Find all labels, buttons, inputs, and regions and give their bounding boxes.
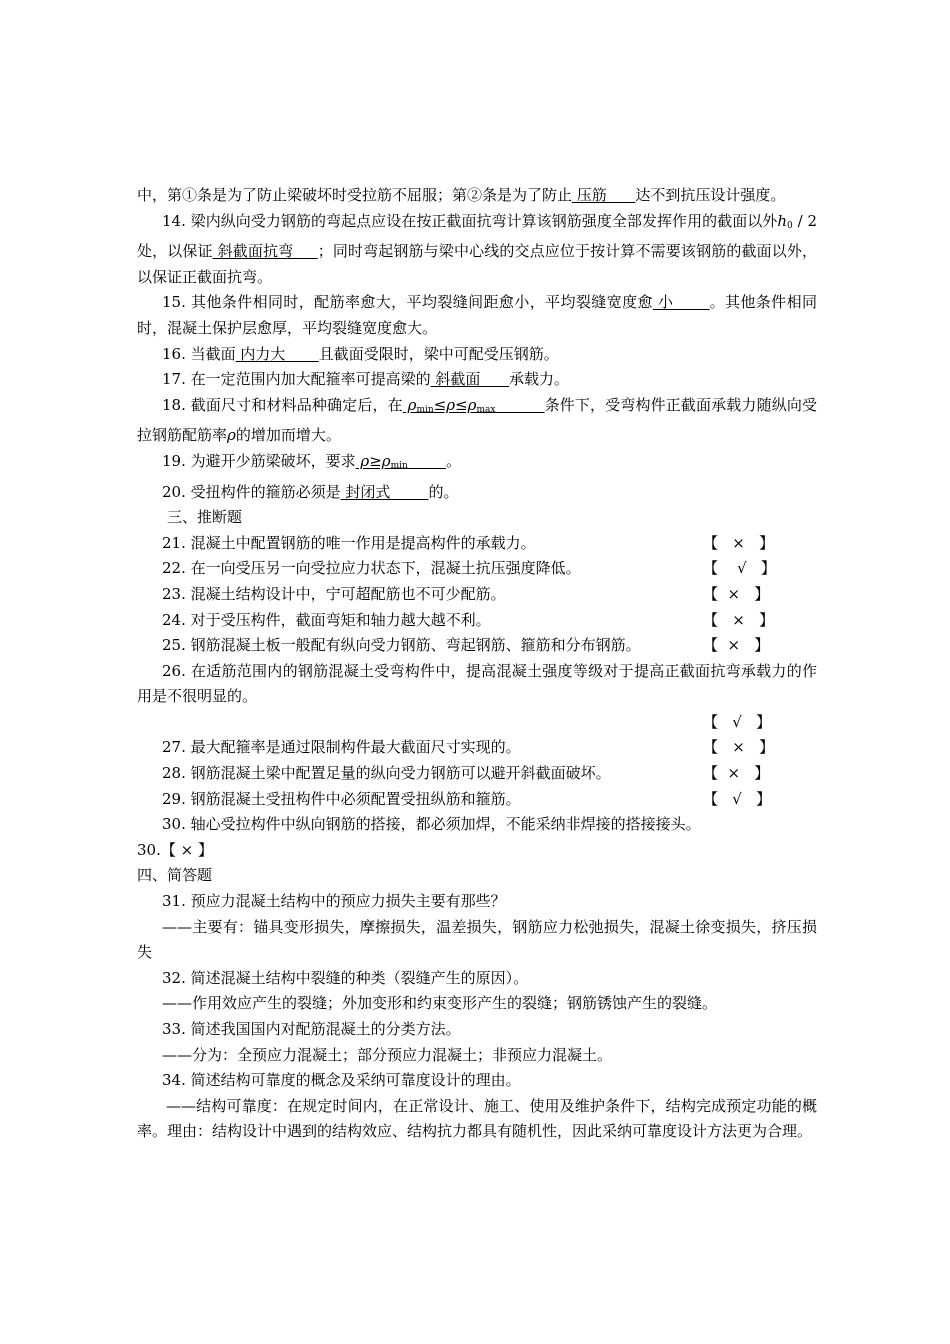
question-14 — [137, 209, 817, 291]
answer-blank — [356, 452, 446, 470]
answer-blank — [403, 396, 545, 414]
judge-row — [137, 582, 817, 608]
text: 。其他条件相同时，混凝土保护层愈厚，平均裂缝宽度愈大。 — [137, 293, 817, 337]
text: 且截面受限时，梁中可配受压钢筋。 — [318, 344, 559, 363]
text: 的增加而增大。 — [235, 426, 341, 445]
answer-32: ——作用效应产生的裂缝；外加变形和约束变形产生的裂缝；钢筋锈蚀产生的裂缝。 — [162, 994, 718, 1013]
judge-row — [137, 633, 817, 659]
judge-mark: 【 × 】 — [703, 610, 775, 629]
spacer — [137, 710, 162, 736]
text: 的。 — [428, 482, 459, 501]
judge-question: 28. 钢筋混凝土梁中配置足量的纵向受力钢筋可以避开斜截面破坏。 — [162, 764, 611, 783]
text: 15. 其他条件相同时，配筋率愈大，平均裂缝间距愈小，平均裂缝宽度愈 — [162, 293, 653, 312]
section-heading-3: 三、推断题 — [167, 508, 243, 527]
judge-row — [137, 787, 817, 813]
answer-31: ——主要有：锚具变形损失，摩擦损失，温差损失，钢筋应力松弛损失，混凝土徐变损失，挤压损失 — [137, 917, 817, 962]
judge-question: 27. 最大配箍率是通过限制构件最大截面尺寸实现的。 — [162, 738, 521, 757]
judge-mark: 【 × 】 — [703, 584, 770, 603]
judge-row — [137, 531, 817, 557]
question-26: 26. 在适筋范围内的钢筋混凝土受弯构件中，提高混凝土强度等级对于提高正截面抗弯承载力的作用是不很明显的。 — [137, 661, 817, 706]
judge-row — [137, 735, 817, 761]
symbol: ρ — [402, 395, 417, 414]
text: 。 — [445, 451, 461, 470]
judge-mark: 【 √ 】 — [703, 712, 772, 731]
judge-mark: 【 √ 】 — [703, 559, 776, 578]
text: / 2 处，以保证 — [137, 211, 817, 261]
answer-33: ——分为：全预应力混凝土；部分预应力混凝土；非预应力混凝土。 — [162, 1045, 613, 1064]
text: ；同时弯起钢筋与梁中心线的交点应位于按计算不需要该钢筋的截面以外，以保证正截面抗弯。 — [137, 242, 817, 286]
symbol: ρ — [227, 426, 236, 445]
answer-blank: 小 — [652, 293, 710, 312]
text: 条件下，受弯构件正截面承载力随纵向受拉钢筋配筋率 — [137, 395, 818, 445]
judge-mark: 【 × 】 — [703, 636, 770, 655]
question-31: 31. 预应力混凝土结构中的预应力损失主要有那些？ — [162, 892, 506, 911]
blank-fill — [408, 452, 446, 470]
judge-mark: 【 × 】 — [703, 738, 775, 757]
judge-row — [137, 556, 817, 582]
text: 18. 截面尺寸和材料品种确定后，在 — [162, 395, 403, 414]
question-17 — [137, 367, 817, 393]
judge-question: 23. 混凝土结构设计中，宁可超配筋也不可少配筋。 — [162, 584, 506, 603]
question-34: 34. 简述结构可靠度的概念及采纳可靠度设计的理由。 — [162, 1071, 521, 1090]
text: 20. 受扭构件的箍筋必须是 — [162, 482, 341, 501]
judge-question: 25. 钢筋混凝土板一般配有纵向受力钢筋、弯起钢筋、箍筋和分布钢筋。 — [162, 636, 641, 655]
answer-blank: 封闭式 — [340, 482, 429, 501]
question-18 — [137, 393, 817, 449]
question-30: 30. 轴心受拉构件中纵向钢筋的搭接，都必须加焊，不能采纳非焊接的搭接接头。 — [162, 815, 701, 834]
question-16 — [137, 342, 817, 368]
symbol: ρ≥ρ — [355, 451, 391, 470]
judge-mark: 【 √ 】 — [703, 789, 772, 808]
judge-row — [137, 761, 817, 787]
answer-blank: 压筋 — [572, 186, 636, 204]
subscript: min — [416, 404, 434, 415]
symbol: h — [777, 211, 788, 230]
question-20 — [137, 480, 817, 506]
section-heading-4: 四、简答题 — [137, 866, 213, 885]
subscript: max — [476, 404, 496, 415]
text: 达不到抗压设计强度。 — [635, 186, 786, 204]
answer-blank: 斜截面 — [430, 370, 510, 389]
judge-mark: 【 × 】 — [703, 533, 775, 552]
text: 16. 当截面 — [162, 344, 236, 363]
q13-continuation — [137, 183, 817, 209]
answer-34: ——结构可靠度：在规定时间内，在正常设计、施工、使用及维护条件下，结构完成预定功能的概率。理由：结构设计中遇到的结构效应、结构抗力都具有随机性，因此采纳可靠度设计方法更为合理。 — [137, 1096, 817, 1141]
text: 19. 为避开少筋梁破坏，要求 — [162, 451, 356, 470]
subscript: 0 — [787, 220, 793, 231]
question-15 — [137, 290, 817, 341]
judge-question: 22. 在一向受压另一向受拉应力状态下，混凝土抗压强度降低。 — [162, 559, 581, 578]
text: 中，第①条是为了防止梁破坏时受拉筋不屈服；第②条是为了防止 — [137, 186, 573, 204]
judge-mark-30: 30.【 × 】 — [137, 840, 213, 859]
question-33: 33. 简述我国国内对配筋混凝土的分类方法。 — [162, 1020, 461, 1038]
judge-row — [137, 608, 817, 634]
question-19 — [137, 449, 817, 480]
judge-mark: 【 × 】 — [703, 764, 770, 783]
answer-blank: 内力大 — [235, 344, 319, 363]
judge-question: 21. 混凝土中配置钢筋的唯一作用是提高构件的承载力。 — [162, 533, 536, 552]
question-32: 32. 简述混凝土结构中裂缝的种类（裂缝产生的原因）。 — [162, 968, 529, 987]
text: 承载力。 — [509, 370, 570, 389]
blank-fill — [495, 396, 544, 414]
text: 14. 梁内纵向受力钢筋的弯起点应设在按正截面抗弯计算该钢筋强度全部发挥作用的截面以外 — [162, 211, 778, 230]
answer-blank: 斜截面抗弯 — [212, 242, 318, 261]
symbol: ≤ρ≤ρ — [433, 395, 477, 414]
text: 17. 在一定范围内加大配箍率可提高梁的 — [162, 370, 431, 389]
judge-row — [137, 710, 817, 736]
judge-question: 29. 钢筋混凝土受扭构件中必须配置受扭纵筋和箍筋。 — [162, 789, 521, 808]
document-page — [137, 183, 817, 1145]
subscript: min — [390, 460, 408, 471]
judge-question: 24. 对于受压构件，截面弯矩和轴力越大越不利。 — [162, 610, 491, 629]
